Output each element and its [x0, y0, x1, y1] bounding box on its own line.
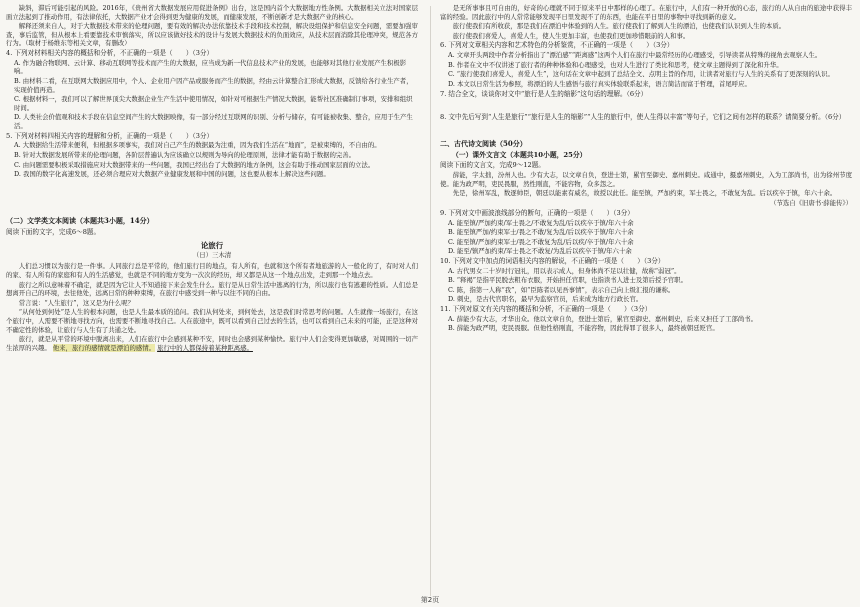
option-a: A. 薛能少有大志，才华出众。他以文章自负，登进士第后，累官至御史、嘉州刺史，后来又担任了工部尚书。 — [448, 314, 758, 323]
classical-paragraph: 薛能，字太拙，汾州人也。少有大志，以文章自负，登进士第，累官至御史、嘉州刺史。咸通中，摄嘉州刺史，入为工部尚书，出为徐州节度使。能为政严明，吏民畏服，然性刚直，不能容物，众多怨之。 — [440, 170, 852, 188]
option-a: A. 大数据给生活带来便利，但根据多项事实，我们对自己产生的数据最为注重，因为我们生活在“地面”，是被束缚的，不自由的。 — [14, 141, 381, 150]
source-note: （节选自《旧唐书·薛能传》） — [770, 198, 852, 207]
option-b: B. 由材料二看，在互联网大数据应用中，个人、企业用户因产品或服务而产生的数据，经由云计算整合汇形成大数据，反馈给各行业生产者，实现价值再造。 — [14, 76, 413, 94]
right-column — [440, 4, 852, 334]
article-paragraph: 旅行之所以意味着不确定，就是因为它让人不知道接下来会发生什么。旅行是从日常生活中逃离的行为，所以旅行也有逃避的性质。人们总是想离开自己的环境，去往他处，远离日常的种种束缚，在旅行中感受到一种与以往不同的自由。 — [6, 280, 418, 298]
question-4: 4. 下列对材料相关内容的概括和分析，不正确的一项是（ ）（3分） — [6, 48, 214, 57]
option-c: C. 陈，指第一人称“我”，如“臣陈者以见吾事情”，表示自己向上级汇报的谦称。 — [448, 285, 675, 294]
highlighted-sentence: 他来，旅行的感情就是漂泊的感情。 — [52, 343, 156, 352]
option-c: C. 根据材料一，我们可以了解世界顶尖大数据企业生产生活中使用情况，如针对可根据生产情况大数据，能帮社区准确制订事项，安排和组织时间。 — [14, 95, 413, 112]
option-c: C. 由问题需要积极采取措施应对大数据带来的一些问题，我国已经出台了大数据的地方条例，这会有助于推动国家层面的立法。 — [14, 160, 375, 169]
option-d: D. 刺史，是古代官职名，最早为监察官员，后来成为地方行政长官。 — [448, 295, 643, 304]
option-a: A. 能至镇/严加约束/军士畏之/不敢复为乱/后以疾卒于镇/年六十余 — [448, 218, 634, 227]
section-heading: 二、古代诗文阅读（50分） — [440, 139, 527, 149]
article-paragraph: 旅行使我们喜爱人，喜爱人生，使人生更加丰富，也使我们更加珍惜眼前的人和事。 — [452, 31, 690, 40]
option-d: D. 本文以日常生活为参照，将漂泊的人生感悟与旅行真实体验联系起来，语言简洁而富于哲理，首尾呼应。 — [448, 79, 751, 88]
option-d: D. 人类社会价值观和技术手段在信息空间产生的大数据映像，有一部分经过互联网的识别、分析与储存，有可能被收集、整合，应用于生产生活。 — [14, 113, 413, 130]
subsection-heading: （一）课外文言文（本题共10小题，25分） — [452, 151, 587, 160]
intro-paragraph: 解释还须来自人，对于大数据技术带来的伦理问题，要有效的解决办法依靠技术手段和技术控制，解决设组保护和信息安全问题，需要加强审查，事后监管，但从根本上看要靠技术审慎落实，所以应该做好技术的设计与发展大数据技术的负面效应，从技术层面消除其伦理冲突，规范各方行为。（取材于杨维东等相关文章，有删改） — [6, 22, 418, 48]
answer-space — [6, 180, 418, 214]
article-paragraph: 人们总习惯以为旅行是一件事。人同旅行总是平常的，他们旅行目的地点，有人所有，也就和这个所有者地旅游的人一般化的了，有时对人们的家、有人所有的家庭和有人的生活感觉，也就是不同的地方变为一次次的经历，却又都是从这一个地点出发，走到那一个地点去。 — [6, 262, 418, 280]
option-b: B. “释褐”是指平民脱去粗布衣服，开始担任官职，也指读书人进士及第后授予官职。 — [448, 276, 687, 285]
option-b: B. 能至镇严加/约束军士/畏之不敢/复为乱/后以疾卒于镇/年六十余 — [448, 228, 634, 237]
question-5: 5. 下列对材料四相关内容的理解和分析，正确的一项是（ ）（3分） — [6, 131, 214, 140]
question-8: 8. 文中先后写到“人生是旅行”“旅行是人生的缩影”“人生的旅行中，使人生得以丰富”等句子，它们之间有怎样的联系？请简要分析。（6分） — [440, 113, 846, 122]
option-c: C. “旅行使我们喜爱人，喜爱人生”，这句话在文章中起到了总结全文、点明主旨的作用，让读者对旅行与人生的关系有了更深刻的认识。 — [448, 70, 834, 79]
instruction: 阅读下面的文言文，完成9～12题。 — [440, 161, 545, 170]
option-c: C. 能至镇/严加约束军士/畏之不敢复为乱/后以疾/卒于镇/年六十余 — [448, 237, 634, 246]
question-11: 11. 下列对原文有关内容的概括和分析，不正确的一项是（ ）（3分） — [440, 305, 652, 314]
option-b: B. 薛能为政严明，吏民畏服。但他性格刚直，不能容物，因此得罪了很多人，最终被朝廷贬官。 — [448, 324, 719, 333]
question-6: 6. 下列对文章相关内容和艺术特色的分析鉴赏，不正确的一项是（ ）（3分） — [440, 41, 674, 50]
classical-paragraph: 先是，徐州军乱，数逐帅臣，朝廷以能素有威名，故授以此任。能至镇，严加约束，军士畏之，不敢复为乱。后以疾卒于镇，年六十余。 — [452, 189, 837, 198]
option-b: B. 针对大数据发展所带来的伦理问题，各阶层普遍认为应该确立以规则为导向的伦理原则，法律才能有助于数据的完善。 — [14, 150, 356, 159]
underlined-sentence: 旅行中的人都保持着某种距离感。 — [157, 343, 253, 352]
option-d: D. 能至/镇严加约束/军士畏之不敢复/为乱后以疾卒于镇/年六十余 — [448, 247, 632, 256]
question-9: 9. 下列对文中画波浪线部分的断句，正确的一项是（ ）（3分） — [440, 208, 634, 217]
article-title: 论旅行 — [200, 241, 224, 251]
article-paragraph: 旅行使我们有所收获，那是我们在漂泊中体验到的人生。旅行使我们了解到人生的漂泊，也使我们认识到人生的本质。 — [452, 22, 786, 31]
option-b: B. 作者在文中不仅讲述了旅行者的种种体验和心理感受，也对人生进行了类比和思考，使文章主题得到了深化和升华。 — [448, 60, 783, 69]
instruction: 阅读下面的文字，完成6～8题。 — [6, 227, 101, 236]
page-number: 第2页 — [420, 596, 440, 604]
question-10: 10. 下列对文中加点的词语相关内容的解说，不正确的一项是（ ）（3分） — [440, 256, 665, 265]
left-column — [6, 4, 418, 353]
answer-space — [440, 123, 852, 137]
article-author: （日）三木清 — [192, 251, 232, 260]
answer-space — [440, 99, 852, 113]
article-paragraph: “从何处到何处”是人生的根本问题，也是人生最本质的追问。我们从何处来，到何处去，这是我们时常思考的问题。人生就像一场旅行，在这个旅行中，人需要不断地寻找方向，也需要不断地寻找自己。人在旅途中，既可以看到自己过去的生活，也可以看到自己未来的可能，正是这种对不确定性的体验，让旅行与人生有了共通之处。 — [6, 308, 418, 334]
column-divider — [430, 6, 431, 596]
option-a: A. 古代男女二十岁时行冠礼，用以表示成人，但身体尚不足以壮健，故称“弱冠”。 — [448, 266, 681, 275]
option-a: A. 文章开头两段中作者分析指出了“漂泊感”“距离感”这两个人们在旅行中最常经历的心理感受，引导读者从特殊的视角去观察人生。 — [448, 51, 822, 60]
option-d: D. 我国的数字化高速发展，还必须合理应对大数据产业健康发展和中国的问题，这也要从根本上解决这些问题。 — [14, 170, 330, 179]
article-paragraph — [6, 335, 418, 352]
intro-paragraph: 缺斜，滞后可能引起的风险。2016年，《贵州省大数据发展应用促进条例》出台，这是国内首个大数据地方性条例。大数据相关立法对国家层面立法起到了推动作用，有法律依托，大数据产业才会得到更为健康的发展，而健康发展，不断创新才是大数据产业的核心。 — [6, 4, 418, 21]
option-a: A. 作为融合物联网、云计算、移动互联网等技术而产生的大数据，应当成为新一代信息技术产业的发展，也能够对其他行业发展产生积极影响。 — [14, 58, 407, 76]
article-text: 旅行，就是从平常的环境中脱离出来，人们在旅行中会感到某种不安，同时也会感到某种愉快。旅行中人们会变得更加敏感，对周围的一切产生浓厚的兴趣。 — [6, 335, 418, 352]
question-7: 7. 结合全文，谈谈你对文中“旅行是人生的缩影”这句话的理解。（6分） — [440, 89, 648, 98]
section-heading: （二）文学类文本阅读（本题共3小题，14分） — [6, 215, 154, 225]
article-paragraph: 常言说：“人生旅行”，这又是为什么呢？ — [18, 298, 134, 307]
article-paragraph: 是无所事事且可自由的，好奇的心理就不同于原来平日中那样的心理了。在旅行中，人们有一种开放的心态，旅行的人从自由的旅途中获得丰富的经验。因此旅行中的人常常能够发现平日里发现不了的东西，也能在平日里的事物中寻找到新的意义。 — [440, 4, 852, 21]
